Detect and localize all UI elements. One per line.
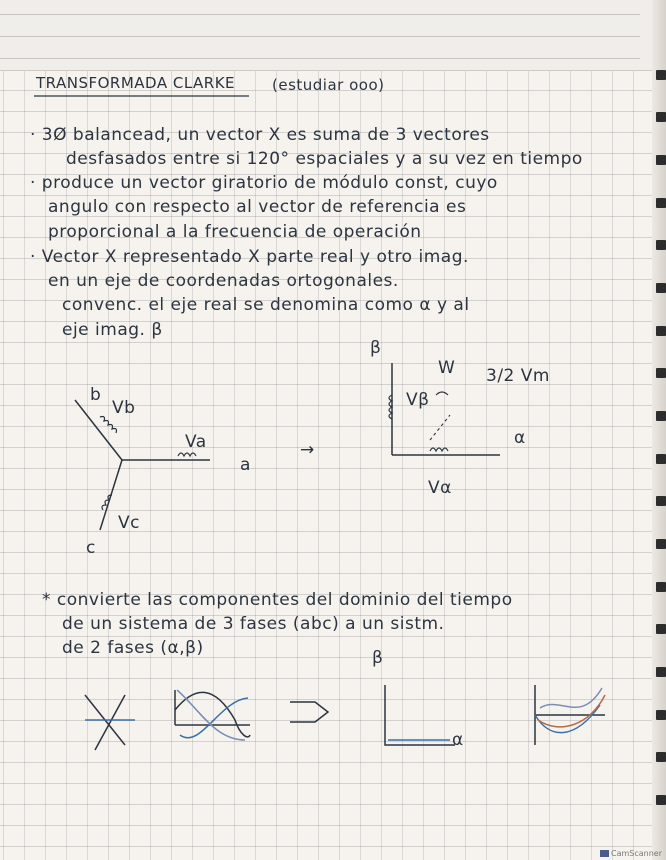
text-line: de 2 fases (α,β) — [62, 638, 204, 658]
binding-tab — [656, 795, 666, 805]
watermark: CamScanner — [600, 849, 662, 858]
bottom-label-beta: β — [372, 648, 384, 668]
bottom-sketches — [80, 680, 640, 760]
text-line: en un eje de coordenadas ortogonales. — [48, 271, 399, 291]
binding-tab — [656, 752, 666, 762]
label-alpha: α — [514, 428, 526, 448]
label-b: b — [90, 385, 102, 405]
band-rule — [0, 58, 640, 59]
binding-tab — [656, 539, 666, 549]
rotating-vector — [430, 415, 450, 440]
coil-b — [100, 417, 117, 434]
top-band — [0, 0, 666, 71]
coil-a — [178, 453, 196, 456]
binding-tab — [656, 155, 666, 165]
label-beta: β — [370, 338, 382, 358]
three-phase-waves — [175, 690, 250, 740]
text-line: eje imag. β — [62, 320, 163, 340]
text-line: proporcional a la frecuencia de operación — [48, 222, 422, 242]
two-phase-waves — [535, 685, 605, 745]
note-title: TRANSFORMADA CLARKE — [36, 74, 236, 92]
label-gain: 3/2 Vm — [486, 366, 550, 386]
text-line: desfasados entre si 120° espaciales y a su vez en tiempo — [66, 149, 583, 169]
text-line: · Vector X representado X parte real y otro imag. — [30, 247, 469, 267]
text-line: de un sistema de 3 fases (abc) a un sistm. — [62, 614, 445, 634]
rotation-arc — [436, 392, 448, 395]
implies-arrow — [290, 702, 328, 722]
binding-tab — [656, 710, 666, 720]
label-omega: W — [438, 358, 456, 378]
ab-axes-sketch — [385, 685, 455, 745]
binding-tab — [656, 240, 666, 250]
label-valpha: Vα — [428, 478, 452, 498]
note-title-aside: (estudiar ooo) — [272, 76, 385, 94]
label-a: a — [240, 455, 251, 475]
binding-tab — [656, 112, 666, 122]
binding-tab — [656, 326, 666, 336]
transform-arrow: → — [300, 440, 315, 460]
binding-tab — [656, 454, 666, 464]
binding-tab — [656, 624, 666, 634]
watermark-icon — [600, 850, 609, 857]
binding-tab — [656, 198, 666, 208]
binding-tab — [656, 582, 666, 592]
label-vb: Vb — [112, 398, 136, 418]
binding-edge — [652, 0, 666, 860]
text-line: · produce un vector giratorio de módulo const, cuyo — [30, 173, 498, 193]
binding-tab — [656, 667, 666, 677]
label-va: Va — [185, 432, 207, 452]
title-underline — [34, 94, 254, 98]
band-rule — [0, 14, 640, 15]
coil-alpha — [430, 448, 448, 451]
text-line: angulo con respecto al vector de referencia es — [48, 197, 467, 217]
binding-tab — [656, 368, 666, 378]
label-vc: Vc — [118, 513, 140, 533]
text-line: · 3Ø balancead, un vector X es suma de 3 vectores — [30, 125, 490, 145]
label-c: c — [86, 538, 96, 558]
binding-tab — [656, 283, 666, 293]
bottom-label-alpha: α — [452, 730, 464, 750]
binding-tab — [656, 496, 666, 506]
text-line: convenc. el eje real se denomina como α y al — [62, 295, 470, 315]
binding-tab — [656, 411, 666, 421]
binding-tab — [656, 70, 666, 80]
text-line: * convierte las componentes del dominio del tiempo — [42, 590, 513, 610]
label-vbeta: Vβ — [406, 390, 430, 410]
band-rule — [0, 36, 640, 37]
